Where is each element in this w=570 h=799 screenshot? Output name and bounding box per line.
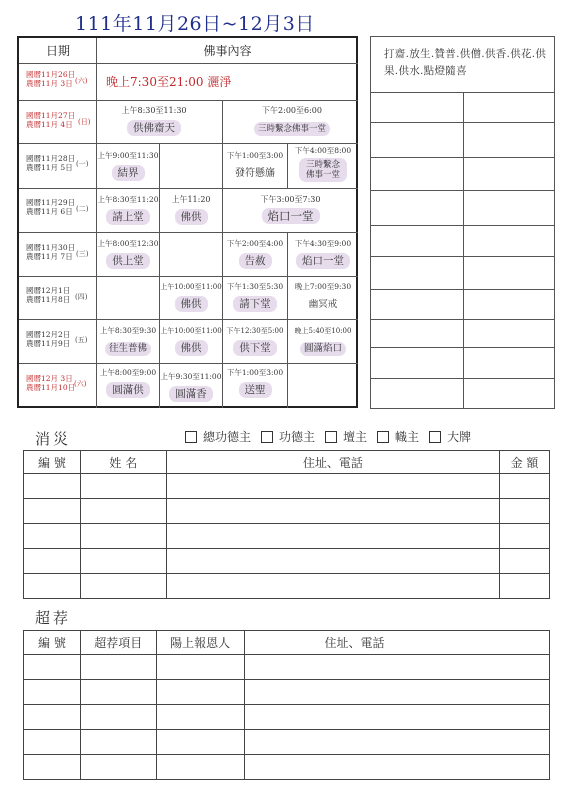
event-time: 下午1:00至3:00 [226,368,284,377]
row-divider [19,188,358,189]
event-time: 下午1:00至3:00 [226,151,284,160]
weekday: (一) [76,160,89,168]
weekday: (四) [75,293,88,301]
event-time: 下午2:00至4:00 [226,239,284,248]
cell[interactable] [24,755,81,780]
event-time: 上午10:00至11:00 [160,283,222,291]
row-date [26,374,75,392]
event-time: 上午10:00至11:00 [160,327,222,335]
lunar-date: 農曆11月 6日 [26,207,73,216]
event [288,326,358,356]
event [288,282,358,312]
weekday: (三) [76,250,89,258]
event-name: 佛供 [175,340,208,356]
event-name: 供下堂 [233,340,277,356]
event [223,368,287,398]
cell[interactable] [166,574,499,599]
event-time: 上午9:00至11:30 [97,151,159,160]
solar-date: 國曆11月28日 [26,154,76,163]
cell[interactable] [24,499,81,524]
event [97,239,159,269]
event [97,326,159,356]
option-label: 總功德主 [203,430,252,444]
event-name: 供佛齋天 [127,120,181,136]
event-time: 晚上7:00至9:30 [294,282,352,291]
cell[interactable] [156,680,244,705]
col-address: 住址、電話 [244,631,550,655]
cell[interactable] [80,549,166,574]
xiaozai-options [175,428,471,445]
event-time: 下午2:00至6:00 [262,106,322,115]
cell[interactable] [156,655,244,680]
event-time: 上午8:00至12:30 [97,239,159,248]
event [97,368,159,398]
cell[interactable] [80,730,156,755]
col-address: 住址、電話 [166,451,499,474]
row-date [26,286,70,304]
event [97,151,159,181]
cell[interactable] [80,705,156,730]
column-divider [463,92,464,408]
checkbox[interactable] [429,431,441,443]
header-date: 日期 [45,44,70,58]
cell[interactable] [80,680,156,705]
cell[interactable] [156,730,244,755]
event [223,282,287,312]
cell[interactable] [80,755,156,780]
table-header-row [24,631,550,655]
event [223,195,358,224]
event-name: 幽冥戒 [308,299,338,310]
event-time: 下午3:00至7:30 [260,195,321,204]
lunar-date: 農曆11月 3日 [26,79,73,88]
option-label: 壇主 [343,430,368,444]
cell[interactable] [24,730,81,755]
lunar-date: 農曆11月9日 [26,339,71,348]
row-date [26,198,75,216]
cell[interactable] [80,574,166,599]
event [97,195,159,225]
cell[interactable] [24,655,81,680]
event-time: 晚上5:40至10:00 [294,327,352,335]
event-name: 焰口一堂 [296,253,350,269]
solar-date: 國曆11月27日 [26,111,76,120]
table-row[interactable] [24,524,550,549]
option-label: 功德主 [279,430,316,444]
event-name: 焰口一堂 [262,208,320,224]
offerings-panel [370,36,555,409]
lunar-date: 農曆11月 5日 [26,163,73,172]
event-name: 佛供 [175,209,208,225]
cell[interactable] [500,474,550,499]
cell[interactable] [24,574,81,599]
row-date [26,330,70,348]
cell-divider [222,100,223,143]
cell[interactable] [24,705,81,730]
event-time: 下午1:30至5:30 [226,282,284,291]
row-date [26,154,75,172]
option-zhizhu[interactable] [367,428,419,445]
row-divider [19,143,358,144]
cell-divider [287,363,288,408]
cell[interactable] [156,705,244,730]
event-name: 告赦 [239,253,272,269]
event-name: 發符懸旛 [235,168,275,179]
col-name: 姓 名 [80,451,166,474]
cell[interactable] [166,499,499,524]
event-time: 上午8:30至9:30 [99,326,157,335]
event-name: 往生普佛 [105,342,151,356]
cell[interactable] [244,755,550,780]
event-name: 圓滿焰口 [300,342,346,356]
solar-date: 國曆11月29日 [26,198,76,207]
cell[interactable] [24,524,81,549]
event-time: 下午4:30至9:00 [294,239,352,248]
xiaozai-table [23,450,550,599]
table-row[interactable] [24,680,550,705]
cell[interactable] [166,474,499,499]
table-row[interactable] [24,499,550,524]
chaojian-title: 超荐 [35,609,72,627]
cell[interactable] [500,524,550,549]
event [160,372,222,402]
cell[interactable] [80,474,166,499]
solar-date: 國曆11月26日 [26,70,76,79]
table-row[interactable] [24,574,550,599]
col-number: 編 號 [24,451,81,474]
row-date [26,70,75,88]
event [223,239,287,269]
event-name: 三時繫念佛事一堂 [299,158,347,182]
table-row[interactable] [24,474,550,499]
header-content: 佛事內容 [203,44,252,58]
cell[interactable] [156,755,244,780]
row-date [26,243,75,261]
row-divider [19,363,358,364]
event-time: 上午8:00至9:00 [99,368,157,377]
row-divider [19,276,358,277]
event-name: 圓滿香 [169,386,213,402]
event-time: 上午8:30至11:20 [97,195,159,204]
chaojian-table [23,630,550,780]
checkbox[interactable] [261,431,273,443]
col-benefactor: 陽上報恩人 [156,631,244,655]
event-name: 請上堂 [106,209,150,225]
weekday: (六) [75,77,88,85]
cell[interactable] [80,655,156,680]
event-time: 下午12:30至5:00 [226,327,284,335]
event [223,151,287,181]
cell[interactable] [500,549,550,574]
event [232,106,352,136]
row-date [26,111,75,129]
checkbox[interactable] [325,431,337,443]
table-row[interactable] [24,549,550,574]
row-divider [19,319,358,320]
table-row[interactable] [24,655,550,680]
col-item: 超荐項目 [80,631,156,655]
option-dapai[interactable] [419,428,471,445]
weekday: (六) [74,380,87,388]
checkbox[interactable] [377,431,389,443]
cell[interactable] [166,524,499,549]
row-divider [19,232,358,233]
row-divider [19,100,358,101]
cell[interactable] [244,680,550,705]
col-number: 編 號 [24,631,81,655]
option-gongde[interactable] [251,428,315,445]
event-name: 送聖 [239,382,272,398]
page-title: 111年11月26日~12月3日 [75,13,315,35]
option-zong-gongde[interactable] [175,428,251,445]
event-name: 供上堂 [106,253,150,269]
event-name: 結界 [112,165,145,181]
event-name: 三時繫念佛事一堂 [254,122,330,136]
cell[interactable] [244,705,550,730]
option-label: 幟主 [395,430,420,444]
table-header-row [24,451,550,474]
option-label: 大牌 [447,430,472,444]
event [160,326,222,356]
row-divider [19,63,358,64]
weekday: (日) [78,118,91,126]
event-name: 圓滿供 [106,382,150,398]
cell[interactable] [500,499,550,524]
lunar-date: 農曆11月 7日 [26,252,73,261]
cell[interactable] [24,680,81,705]
cell[interactable] [166,549,499,574]
solar-date: 國曆12月1日 [26,286,71,295]
table-row[interactable] [24,755,550,780]
solar-date: 國曆12月 3日 [26,374,73,383]
event [288,146,358,182]
schedule-table [17,36,358,408]
cell[interactable] [80,524,166,549]
cell[interactable] [80,499,166,524]
event-time: 下午4:00至8:00 [294,146,352,155]
event-name: 佛供 [175,296,208,312]
event-time: 上午11:20 [171,195,211,204]
event [223,326,287,356]
event [109,106,199,136]
weekday: (五) [75,336,88,344]
xiaozai-title: 消災 [35,430,72,448]
table-row[interactable] [24,730,550,755]
event-name: 請下堂 [233,296,277,312]
cell[interactable] [500,574,550,599]
event-time: 上午9:30至11:00 [160,372,222,381]
cell[interactable] [244,730,550,755]
event-time: 上午8:30至11:30 [121,106,187,115]
solar-date: 國曆12月2日 [26,330,71,339]
event-name: 晚上7:30至21:00 灑淨 [106,75,232,89]
cell[interactable] [24,549,81,574]
cell[interactable] [24,474,81,499]
lunar-date: 農曆11月 4日 [26,120,73,129]
offerings-text: 打齋.放生.贊普.供僧.供香.供花.供果.供水.點燈隨喜 [384,48,547,77]
cell[interactable] [244,655,550,680]
event [160,282,222,312]
col-amount: 金 額 [500,451,550,474]
solar-date: 國曆11月30日 [26,243,76,252]
event [288,239,358,269]
table-row[interactable] [24,705,550,730]
event [160,195,222,225]
lunar-date: 農曆11月8日 [26,295,71,304]
checkbox[interactable] [185,431,197,443]
lunar-date: 農曆11月10日 [26,383,76,392]
option-tanzhu[interactable] [315,428,367,445]
weekday: (二) [76,205,89,213]
